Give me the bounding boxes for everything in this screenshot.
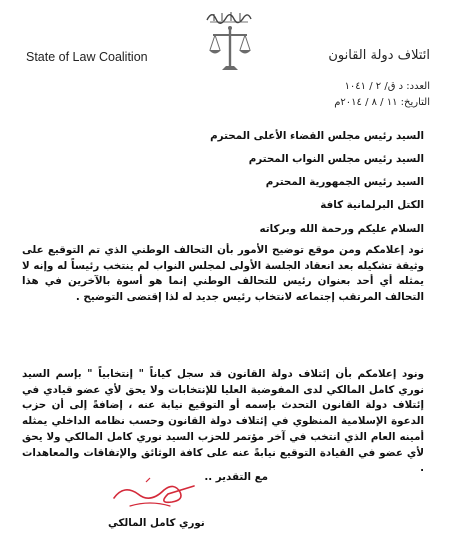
addressee-supreme-judicial-council: السيد رئيس مجلس القضاء الأعلى المحترم bbox=[210, 130, 424, 142]
closing-regards: مع التقدير .. bbox=[204, 471, 268, 483]
scales-of-justice-icon bbox=[208, 24, 252, 74]
greeting: السلام عليكم ورحمة الله وبركاته bbox=[259, 223, 424, 235]
basmala-calligraphy bbox=[204, 6, 254, 26]
body-paragraph: نود إعلامكم ومن موقع توضيح الأمور بأن التحالف الوطني الذي تم التوقيع على وثيقة تشكيله بعد انعقاد الجلسة الأولى لمجلس النواب لم ينتخب رئيساً له وإنه لا يمثله أي أحد بعنوان رئيس للتحالف الوطني إنما هو أسوة بالآخرين في هذا التحالف المرتقب إجتماعه لانتخاب رئيس جديد له لذا إقتضى التوضيح . bbox=[22, 244, 424, 304]
addressee-parliamentary-blocs: الكتل البرلمانية كافة bbox=[320, 199, 424, 211]
coalition-name-english: State of Law Coalition bbox=[26, 50, 148, 64]
document-date: التاريخ: ١١ / ٨ / ٢٠١٤م bbox=[334, 97, 430, 108]
document-number: العدد: د ق/ ٢ / ١٠٤١ bbox=[344, 81, 430, 92]
addressee-president: السيد رئيس الجمهورية المحترم bbox=[265, 176, 424, 188]
coalition-name-arabic: ائتلاف دولة القانون bbox=[328, 48, 430, 63]
handwritten-signature bbox=[110, 476, 200, 514]
addressee-parliament-speaker: السيد رئيس مجلس النواب المحترم bbox=[248, 153, 424, 165]
signatory-name: نوري كامل المالكي bbox=[108, 517, 205, 529]
body-paragraph: ونود إعلامكم بأن إئتلاف دولة القانون قد سجل كياناً " إنتخابياً " بإسم السيد نوري كامل المالكي لدى المفوضية العليا للإنتخابات ولا يحق لأي عضو قيادي في إئتلاف دولة القانون التحدث بإسمه أو التوقيع نيابة عنه ، إضافةً إلى أن حزب الدعوة الإسلامية المنظوي في إئتلاف دولة القانون وحسب نظامه الداخلي يمثله أمينه العام الذي انتخب في آخر مؤتمر للحزب السيد نوري كامل المالكي ولا يحق لأي عضو في القيادة التوقيع نيابةً عنه على كافة الوثائق والإتفاقات والمعاهدات . bbox=[22, 368, 424, 475]
